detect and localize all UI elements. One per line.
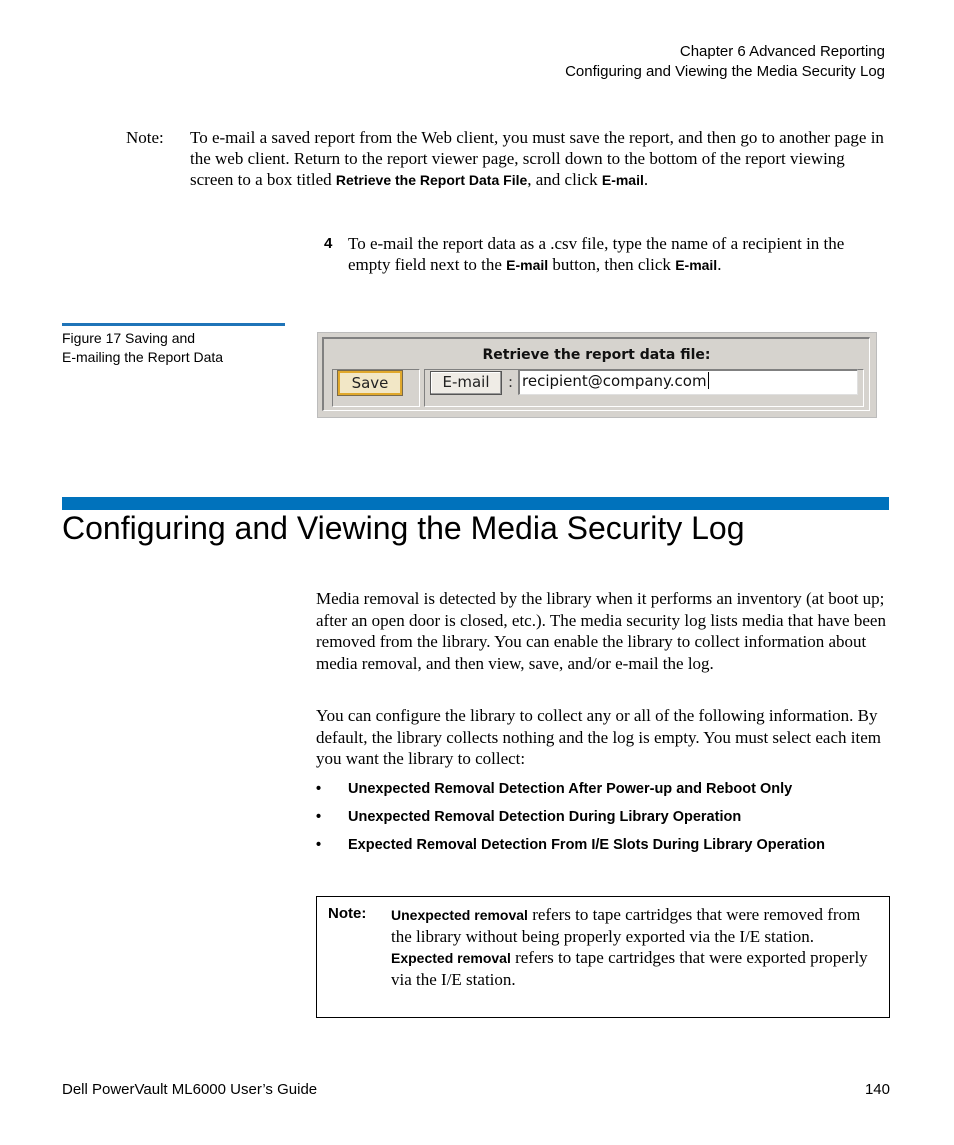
retrieve-report-panel	[317, 332, 877, 418]
running-header-chapter: Chapter 6 Advanced Reporting	[679, 43, 885, 60]
note-box-body	[391, 904, 881, 990]
list-item-text: Unexpected Removal Detection After Power-up and Reboot Only	[348, 781, 793, 797]
list-item	[316, 780, 891, 798]
text-caret	[708, 372, 709, 389]
email-button[interactable]: E-mail	[430, 371, 502, 395]
step-bold-term: E-mail	[506, 257, 549, 273]
note-term: Unexpected removal	[391, 907, 528, 923]
list-item	[316, 836, 891, 854]
footer-title: Dell PowerVault ML6000 User’s Guide	[62, 1081, 318, 1098]
bullet-icon: •	[316, 837, 322, 853]
figure-caption	[62, 329, 223, 367]
paragraph-media-removal: Media removal is detected by the library when it performs an inventory (at boot up; after an open door is closed, etc.). The media security log lists media that have been removed from the library. You can enable the library to collect information about media removal, and then view, save, and/or e-mail the log.	[316, 589, 886, 673]
note-definition-text: refers to tape cartridges that were removed from the library without being properly exported via the I/E station.	[391, 905, 861, 946]
list-item-text: Unexpected Removal Detection During Library Operation	[348, 809, 742, 825]
step-text: button, then click	[548, 255, 676, 274]
note-box-label: Note:	[328, 905, 367, 922]
paragraph-configure: You can configure the library to collect any or all of the following information. By default, the library collects nothing and the log is empty. You must select each item you want the library to collect:	[316, 706, 881, 768]
step-text: To e-mail the report data as a .csv file, type the name of a recipient in the empty field next to the	[348, 234, 845, 274]
note-text: , and click	[527, 170, 602, 189]
running-header-section: Configuring and Viewing the Media Security Log	[565, 63, 885, 80]
note-definition-text: refers to tape cartridges that were exported properly via the I/E station.	[391, 948, 868, 989]
step-bold-term: E-mail	[675, 257, 718, 273]
save-button[interactable]: Save	[338, 371, 402, 395]
list-item-text: Expected Removal Detection From I/E Slots During Library Operation	[348, 837, 825, 853]
step-4	[324, 233, 889, 276]
note-bold-term: Retrieve the Report Data File	[335, 172, 528, 188]
step-body	[348, 233, 889, 276]
note-box	[316, 896, 890, 1018]
section-title: Configuring and Viewing the Media Security Log	[62, 510, 745, 546]
page-number: 140	[864, 1081, 890, 1098]
figure-caption-line: E-mailing the Report Data	[62, 349, 224, 365]
note-term: Expected removal	[391, 950, 511, 966]
recipient-email-input[interactable]	[518, 369, 858, 395]
note-definition	[391, 947, 881, 990]
bullet-icon: •	[316, 781, 322, 797]
note-email-saved-report	[126, 127, 886, 191]
note-body	[190, 127, 886, 191]
note-text: .	[643, 170, 649, 189]
figure-caption-rule	[62, 323, 285, 326]
list-item	[316, 808, 891, 826]
note-bold-term: E-mail	[601, 172, 644, 188]
panel-title: Retrieve the report data file:	[482, 347, 711, 363]
note-text: To e-mail a saved report from the Web client, you must save the report, and then go to another page in the web client. Return to the report viewer page, scroll down to the bottom of the report viewing screen to a box titled	[190, 128, 884, 189]
step-number: 4	[324, 235, 333, 252]
field-separator: :	[508, 373, 514, 391]
recipient-email-value: recipient@company.com	[522, 372, 707, 390]
figure-caption-line: Figure 17 Saving and	[62, 330, 196, 346]
note-label: Note:	[126, 128, 164, 147]
note-definition	[391, 904, 881, 947]
bullet-icon: •	[316, 809, 322, 825]
step-text: .	[717, 255, 722, 274]
